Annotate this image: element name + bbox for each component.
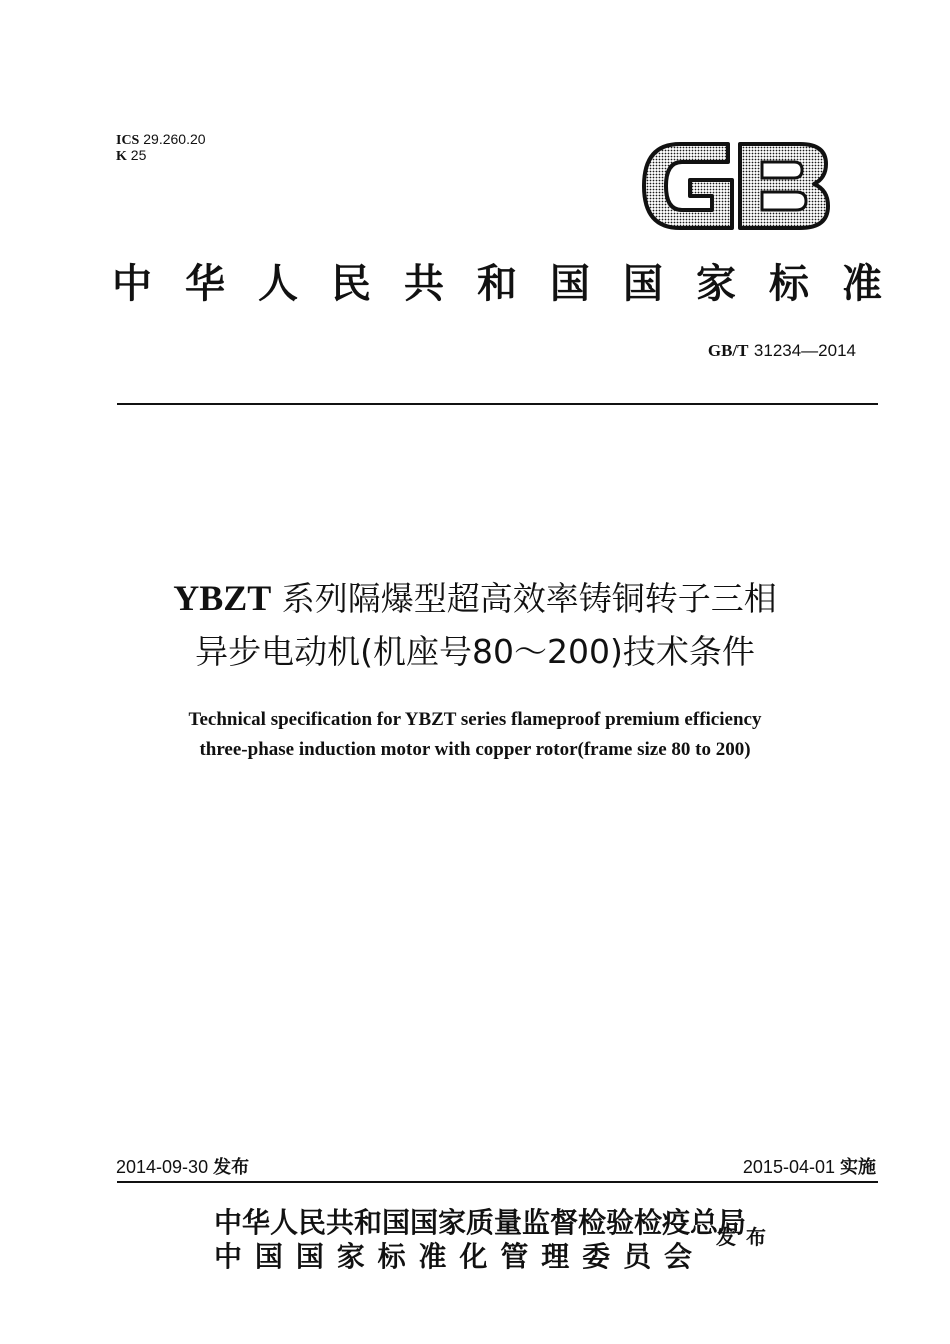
standard-number bbox=[708, 340, 856, 362]
footer-divider bbox=[117, 1181, 878, 1183]
issue-date-label: 发布 bbox=[213, 1157, 250, 1178]
gb-logo-icon bbox=[640, 140, 832, 232]
cn-title-model: YBZT bbox=[173, 578, 272, 618]
ccs-label: K bbox=[116, 149, 127, 164]
standard-number-prefix: GB/T bbox=[707, 341, 749, 360]
cn-title-line-1-text: 系列隔爆型超高效率铸铜转子三相 bbox=[281, 579, 777, 618]
implementation-date-label: 实施 bbox=[840, 1157, 876, 1178]
national-standard-title: 中华人民共和国国家标准 bbox=[112, 260, 884, 307]
ccs-code bbox=[116, 147, 146, 165]
implementation-date-value: 2015-04-01 bbox=[742, 1157, 835, 1177]
implementation-date bbox=[743, 1155, 876, 1180]
cn-title-line-1 bbox=[60, 576, 890, 621]
ics-value: 29.260.20 bbox=[143, 131, 206, 147]
issuers-issue-label: 发布 bbox=[716, 1225, 776, 1249]
standard-number-value: 31234—2014 bbox=[753, 341, 856, 360]
issue-date bbox=[116, 1155, 249, 1180]
en-title-line-1: Technical specification for YBZT series flameproof premium efficiency bbox=[188, 709, 762, 730]
issuer-sac: 中国国家标准化管理委员会 bbox=[214, 1240, 692, 1273]
ccs-value: 25 bbox=[130, 147, 147, 163]
ics-label: ICS bbox=[116, 133, 140, 148]
cn-title-line-2: 异步电动机(机座号80～200)技术条件 bbox=[195, 632, 755, 671]
issue-date-value: 2014-09-30 bbox=[116, 1157, 209, 1177]
header-divider bbox=[117, 403, 878, 405]
en-title-line-2: three-phase induction motor with copper rotor(frame size 80 to 200) bbox=[199, 739, 751, 760]
issuer-aqsiq: 中华人民共和国国家质量监督检验检疫总局 bbox=[214, 1206, 747, 1239]
